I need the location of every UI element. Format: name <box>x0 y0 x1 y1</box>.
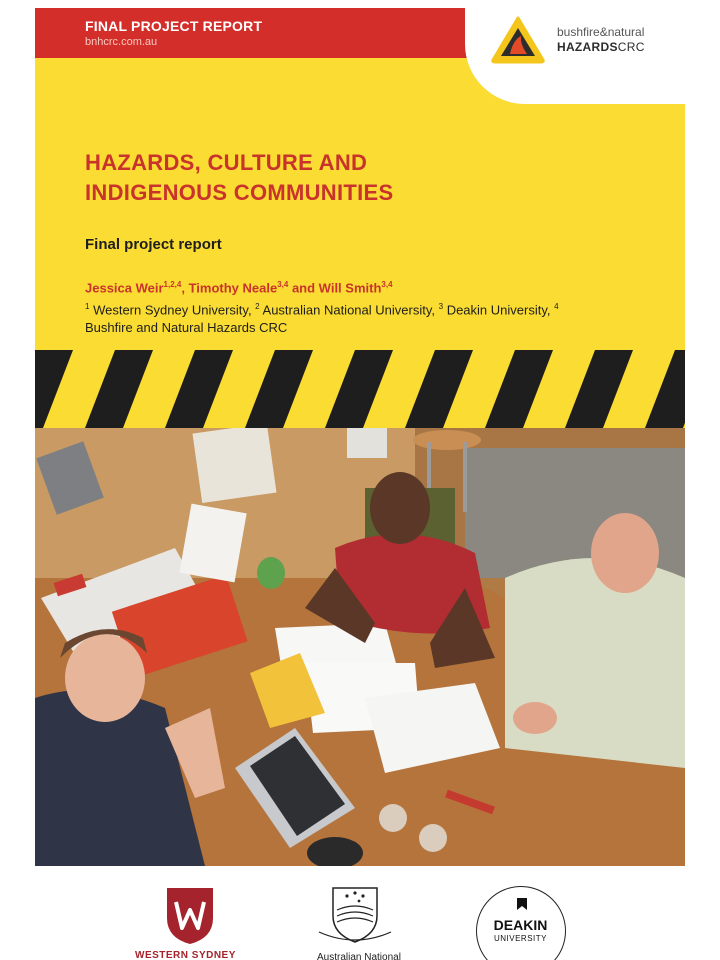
report-cover <box>35 8 685 960</box>
affil-3: Deakin University <box>446 302 547 318</box>
wsu-shield-icon <box>165 886 215 946</box>
author-2-sup: 3,4 <box>277 280 289 289</box>
affil-1-sup: 1 <box>85 302 90 311</box>
author-3-sup: 3,4 <box>381 280 393 289</box>
anu-name: Australian National <box>317 952 401 960</box>
deakin-name: DEAKIN <box>493 917 548 933</box>
report-title <box>85 148 625 208</box>
hazard-stripes <box>35 350 685 428</box>
affil-sep: , <box>546 302 555 318</box>
banner-title: FINAL PROJECT REPORT <box>85 18 263 34</box>
author-3: Will Smith <box>318 280 382 296</box>
top-banner <box>35 8 485 58</box>
banner-url[interactable]: bnhcrc.com.au <box>85 36 158 48</box>
affil-4: Bushfire and Natural Hazards CRC <box>85 320 288 336</box>
affil-2-sup: 2 <box>255 302 260 311</box>
affil-sep: , <box>431 302 439 318</box>
partner-logos <box>35 866 685 960</box>
affiliations <box>85 298 605 337</box>
logo-crc: CRC <box>617 40 645 54</box>
affil-2: Australian National University <box>262 302 432 318</box>
logo-line2 <box>557 40 645 54</box>
title-line-1: HAZARDS, CULTURE AND <box>85 150 368 175</box>
logo-hazards: HAZARDS <box>557 40 618 54</box>
hazard-triangle-icon <box>491 16 545 64</box>
report-subtitle: Final project report <box>85 236 222 253</box>
author-2: Timothy Neale <box>188 280 278 296</box>
author-sep: and <box>288 280 319 296</box>
title-line-2: INDIGENOUS COMMUNITIES <box>85 180 394 205</box>
affil-3-sup: 3 <box>438 302 444 311</box>
author-sep: , <box>181 280 189 296</box>
logo-line1: bushfire&natural <box>557 25 645 39</box>
author-1: Jessica Weir <box>85 280 164 296</box>
bnhcrc-logo <box>465 8 685 104</box>
deakin-university: UNIVERSITY <box>493 934 547 943</box>
affil-4-sup: 4 <box>554 302 559 311</box>
affil-1: Western Sydney University <box>93 302 248 318</box>
author-1-sup: 1,2,4 <box>163 280 182 289</box>
deakin-logo <box>476 886 566 960</box>
anu-crest-icon <box>315 882 395 948</box>
deakin-mark-icon <box>516 897 528 911</box>
cover-photo <box>35 428 685 866</box>
affil-sep: , <box>247 302 256 318</box>
wsu-name: WESTERN SYDNEY <box>135 950 236 960</box>
authors-line <box>85 280 393 295</box>
